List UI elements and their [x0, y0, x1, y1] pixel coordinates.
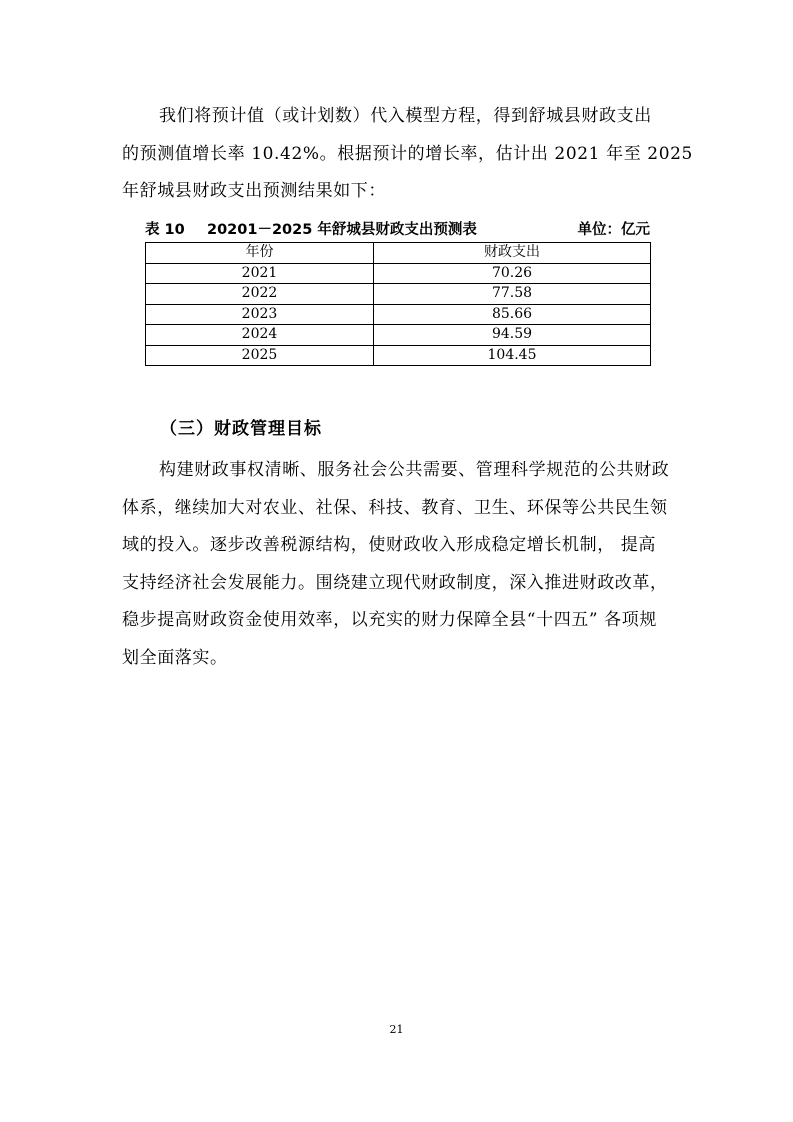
section-line: 支持经济社会发展能力。围绕建立现代财政制度，深入推进财政改革，	[122, 572, 668, 593]
expenditure-cell: 77.58	[374, 284, 651, 305]
page-number: 21	[389, 1023, 404, 1036]
section-line: 稳步提高财政资金使用效率，以充实的财力保障全县“十四五” 各项规	[122, 610, 657, 630]
section-line: 划全面落实。	[122, 647, 228, 668]
year-cell: 2024	[146, 325, 374, 346]
intro-line: 年舒城县财政支出预测结果如下：	[122, 181, 386, 201]
section-line: 域的投入。逐步改善税源结构，使财政收入形成稳定增长机制， 提高	[122, 535, 657, 555]
intro-line: 我们将预计值（或计划数）代入模型方程，得到舒城县财政支出	[159, 106, 652, 126]
year-cell: 2023	[146, 304, 374, 325]
forecast-table	[145, 242, 651, 366]
expenditure-cell: 94.59	[374, 325, 651, 346]
section-paragraph	[122, 452, 682, 677]
table-row	[146, 345, 651, 366]
table-row	[146, 263, 651, 284]
intro-line: 的预测值增长率 10.42%。根据预计的增长率，估计出 2021 年至 2025	[122, 143, 693, 164]
table-caption-title: 20201－2025 年舒城县财政支出预测表	[207, 222, 477, 238]
intro-paragraph	[122, 98, 693, 211]
section-heading: （三）财政管理目标	[160, 419, 322, 439]
table-row	[146, 304, 651, 325]
expenditure-cell: 70.26	[374, 263, 651, 284]
table-caption-number: 表 10	[145, 222, 185, 238]
year-cell: 2025	[146, 345, 374, 366]
section-line: 体系，继续加大对农业、社保、科技、教育、卫生、环保等公共民生领	[122, 497, 668, 518]
table-header-row	[146, 243, 651, 264]
table-caption-unit: 单位：亿元	[577, 222, 650, 238]
column-header-year: 年份	[146, 243, 374, 264]
table-row	[146, 325, 651, 346]
expenditure-cell: 104.45	[374, 345, 651, 366]
table-row	[146, 284, 651, 305]
year-cell: 2022	[146, 284, 374, 305]
table-caption	[145, 220, 650, 240]
column-header-expenditure: 财政支出	[374, 243, 651, 264]
expenditure-cell: 85.66	[374, 304, 651, 325]
year-cell: 2021	[146, 263, 374, 284]
section-line: 构建财政事权清晰、服务社会公共需要、管理科学规范的公共财政	[159, 460, 670, 480]
